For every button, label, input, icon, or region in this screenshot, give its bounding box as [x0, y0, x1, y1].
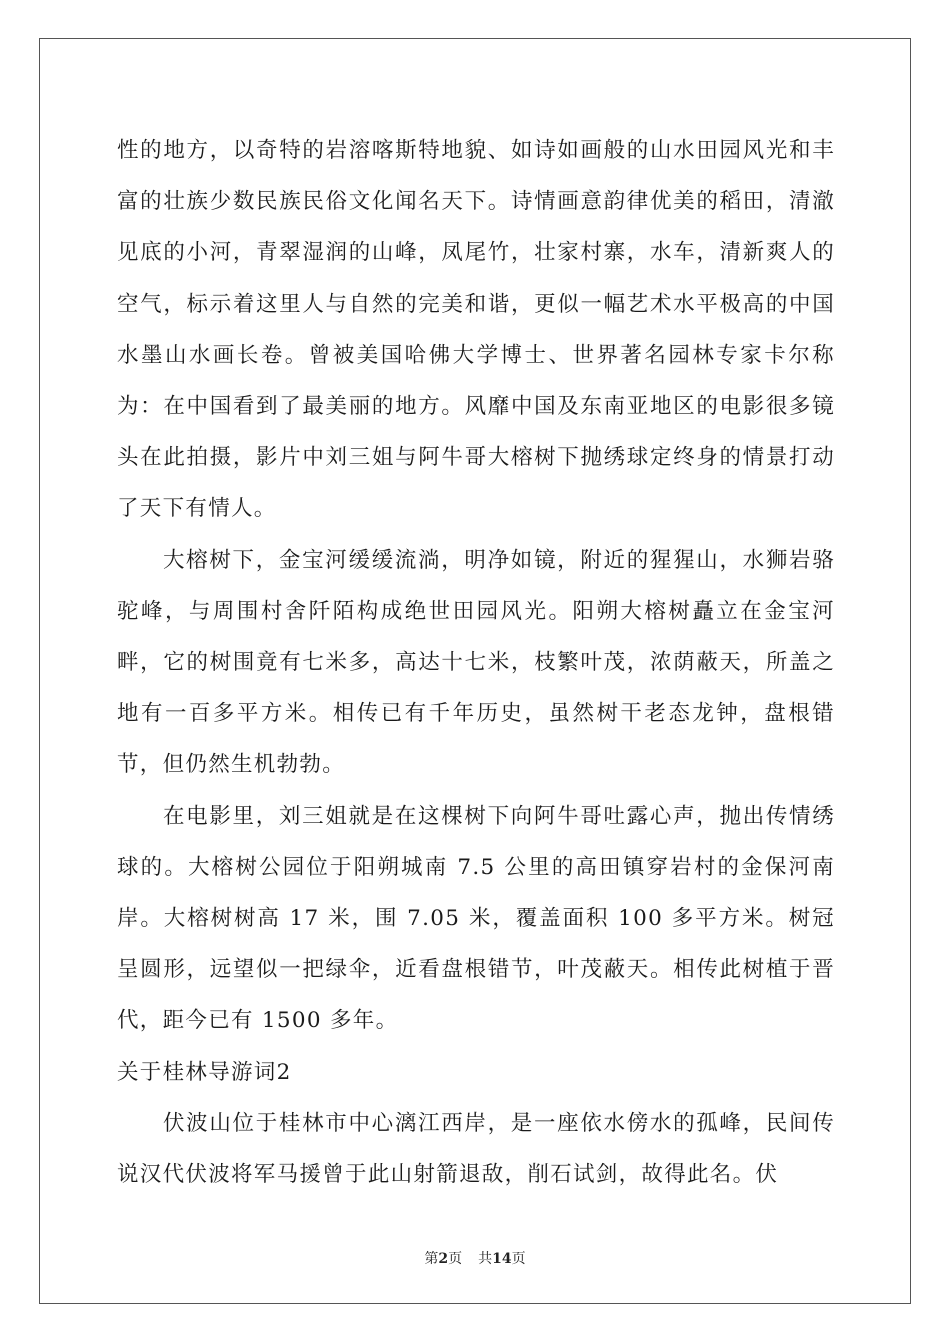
section-heading: 关于桂林导游词2 — [117, 1059, 292, 1085]
page-footer — [0, 1248, 950, 1268]
page-suffix: 页 — [448, 1251, 463, 1267]
page-prefix: 第 — [424, 1251, 439, 1267]
total-prefix: 共 — [478, 1251, 493, 1267]
total-pages: 14 — [492, 1251, 512, 1267]
document-body — [117, 125, 835, 1200]
paragraph-3: 在电影里，刘三姐就是在这棵树下向阿牛哥吐露心声，抛出传情绣球的。大榕树公园位于阳朔城南 7.5 公里的高田镇穿岩村的金保河南岸。大榕树树高 17 米，围 7.05 米，覆盖面积 100 多平方米。树冠呈圆形，远望似一把绿伞，近看盘根错节，叶茂蔽天。相传此树植于晋代，距今已有 1500 多年。 — [117, 803, 835, 1034]
page-number: 2 — [438, 1251, 449, 1267]
paragraph-2: 大榕树下，金宝河缓缓流淌，明净如镜，附近的猩猩山，水狮岩骆驼峰，与周围村舍阡陌构成绝世田园风光。阳朔大榕树矗立在金宝河畔，它的树围竟有七米多，高达十七米，枝繁叶茂，浓荫蔽天，所盖之地有一百多平方米。相传已有千年历史，虽然树干老态龙钟，盘根错节，但仍然生机勃勃。 — [117, 547, 835, 778]
total-suffix: 页 — [511, 1251, 526, 1267]
paragraph-4: 伏波山位于桂林市中心漓江西岸，是一座依水傍水的孤峰，民间传说汉代伏波将军马援曾于此山射箭退敌，削石试剑，故得此名。伏 — [117, 1110, 835, 1188]
paragraph-1: 性的地方，以奇特的岩溶喀斯特地貌、如诗如画般的山水田园风光和丰富的壮族少数民族民俗文化闻名天下。诗情画意韵律优美的稻田，清澈见底的小河，青翠湿润的山峰，凤尾竹，壮家村寨，水车，清新爽人的空气，标示着这里人与自然的完美和谐，更似一幅艺术水平极高的中国水墨山水画长卷。曾被美国哈佛大学博士、世界著名园林专家卡尔称为：在中国看到了最美丽的地方。风靡中国及东南亚地区的电影很多镜头在此拍摄，影片中刘三姐与阿牛哥大榕树下抛绣球定终身的情景打动了天下有情人。 — [117, 138, 835, 522]
